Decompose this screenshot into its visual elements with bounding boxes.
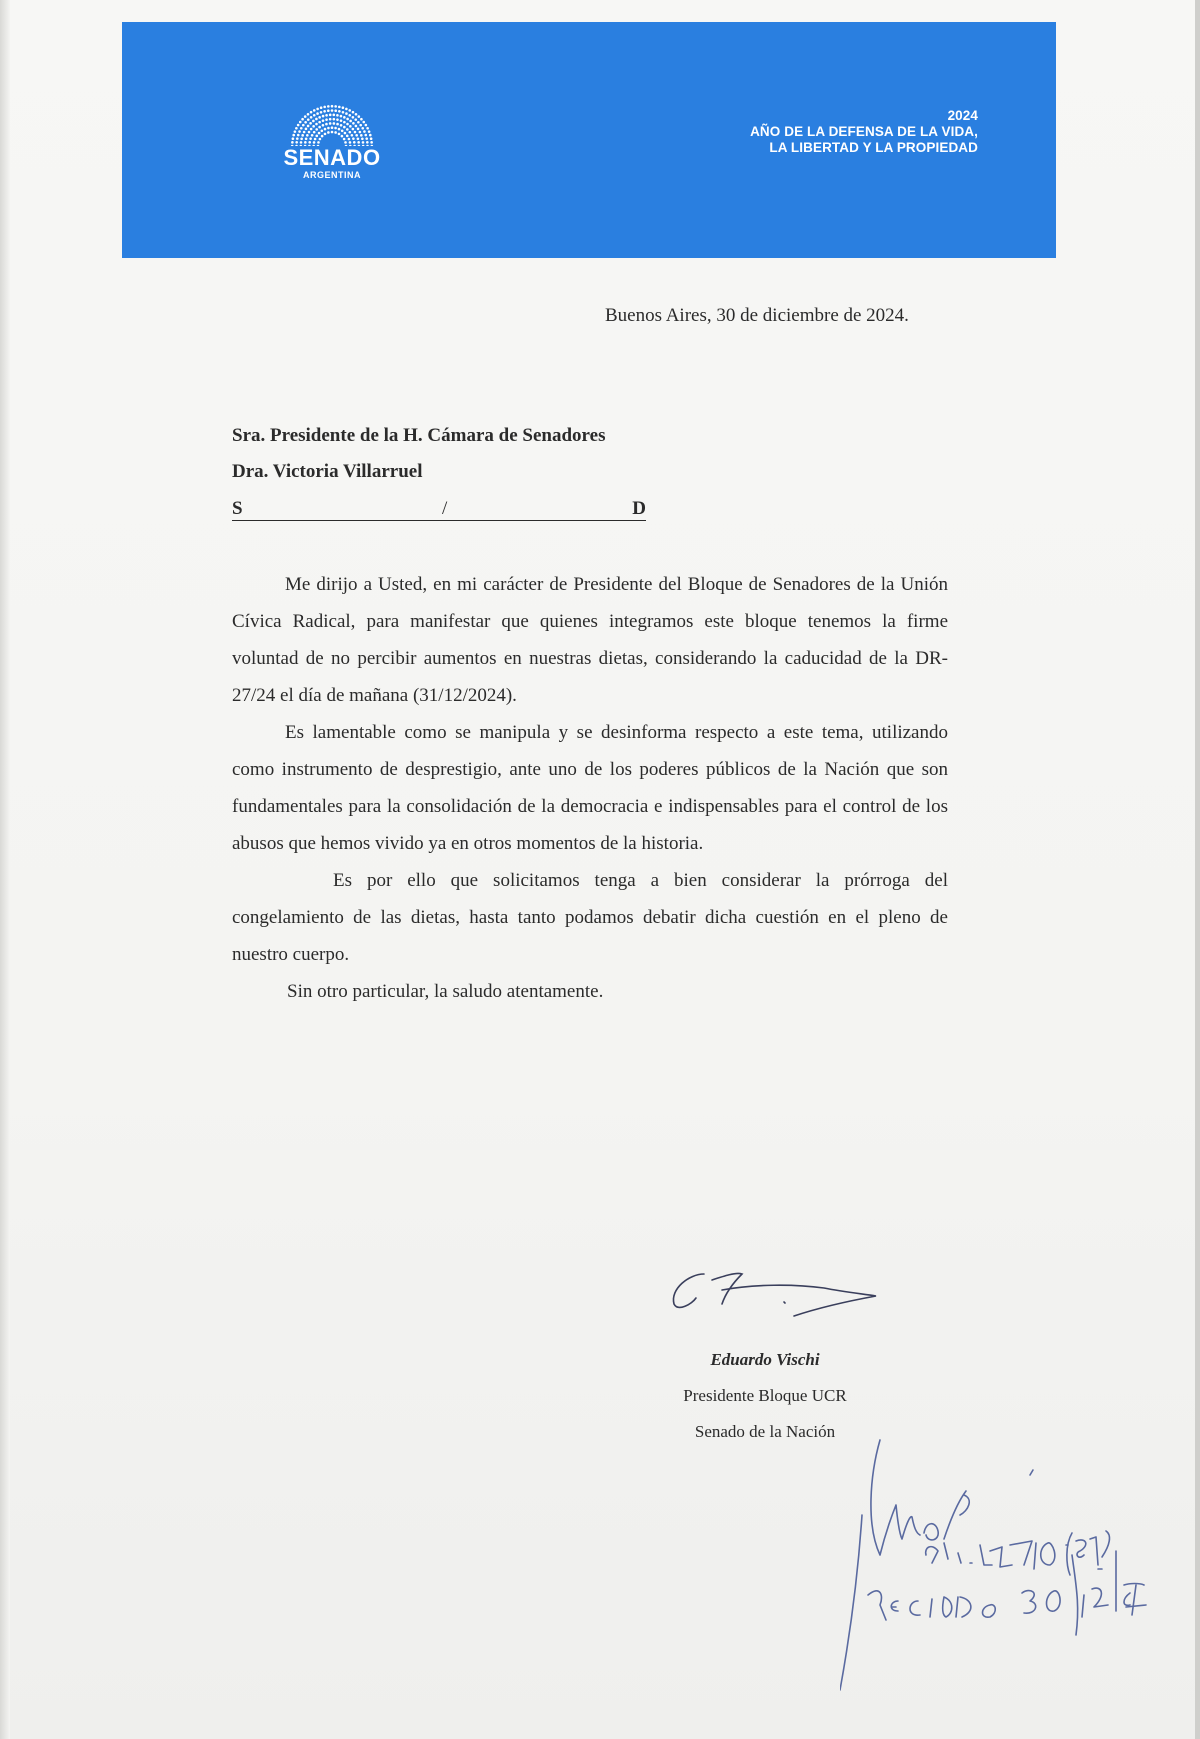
senado-dome-icon (287, 102, 377, 146)
paragraph-1: Me dirijo a Usted, en mi carácter de Presidente del Bloque de Senadores de la Unión Cívica Radical, para manifestar que quienes integramos este bloque tenemos la firme voluntad de no percibir aumentos en nuestras dietas, considerando la caducidad de la DR-27/24 el día de mañana (31/12/2024). (232, 574, 948, 706)
letterhead-banner (122, 22, 1056, 258)
signer-title: Presidente Bloque UCR (683, 1386, 847, 1405)
motto-year: 2024 (947, 108, 978, 123)
year-motto (750, 108, 978, 156)
closing-line: Sin otro particular, la saludo atentamente. (287, 981, 604, 1002)
signer-institution: Senado de la Nación (694, 1422, 836, 1441)
sd-slash: / (442, 498, 448, 519)
letter-body (232, 566, 948, 1010)
motto-line-2: LA LIBERTAD Y LA PROPIEDAD (769, 140, 978, 155)
paper-edge-shadow (0, 0, 10, 1739)
senado-logo (262, 102, 402, 222)
paragraph-2: Es lamentable como se manipula y se desinforma respecto a este tema, utilizando como instrumento de desprestigio, ante uno de los poderes públicos de la Nación que son fundamentales para la consolidación de la democracia e indispensables para el control de los abusos que hemos vivido ya en otros momentos de la historia. (232, 722, 948, 854)
paper-edge-right (1195, 0, 1200, 1739)
sd-d: D (632, 498, 646, 519)
addressee-title: Sra. Presidente de la H. Cámara de Senadores (232, 425, 606, 446)
letter-date: Buenos Aires, 30 de diciembre de 2024. (605, 305, 909, 326)
motto-line-1: AÑO DE LA DEFENSA DE LA VIDA, (750, 124, 978, 139)
addressee-name: Dra. Victoria Villarruel (232, 461, 423, 482)
handwritten-signature (664, 1254, 894, 1329)
signer-name: Eduardo Vischi (710, 1350, 820, 1369)
handwritten-receipt-stamp (840, 1435, 1180, 1700)
addressee-block (232, 418, 605, 490)
sd-s: S (232, 498, 243, 519)
logo-name: SENADO (283, 145, 381, 170)
logo-subtitle: ARGENTINA (303, 170, 361, 180)
sd-line (232, 498, 646, 521)
signature-block (640, 1342, 890, 1450)
paragraph-3: Es por ello que solicitamos tenga a bien considerar la prórroga del congelamiento de las dietas, hasta tanto podamos debatir dicha cuestión en el pleno de nuestro cuerpo. (232, 870, 948, 965)
